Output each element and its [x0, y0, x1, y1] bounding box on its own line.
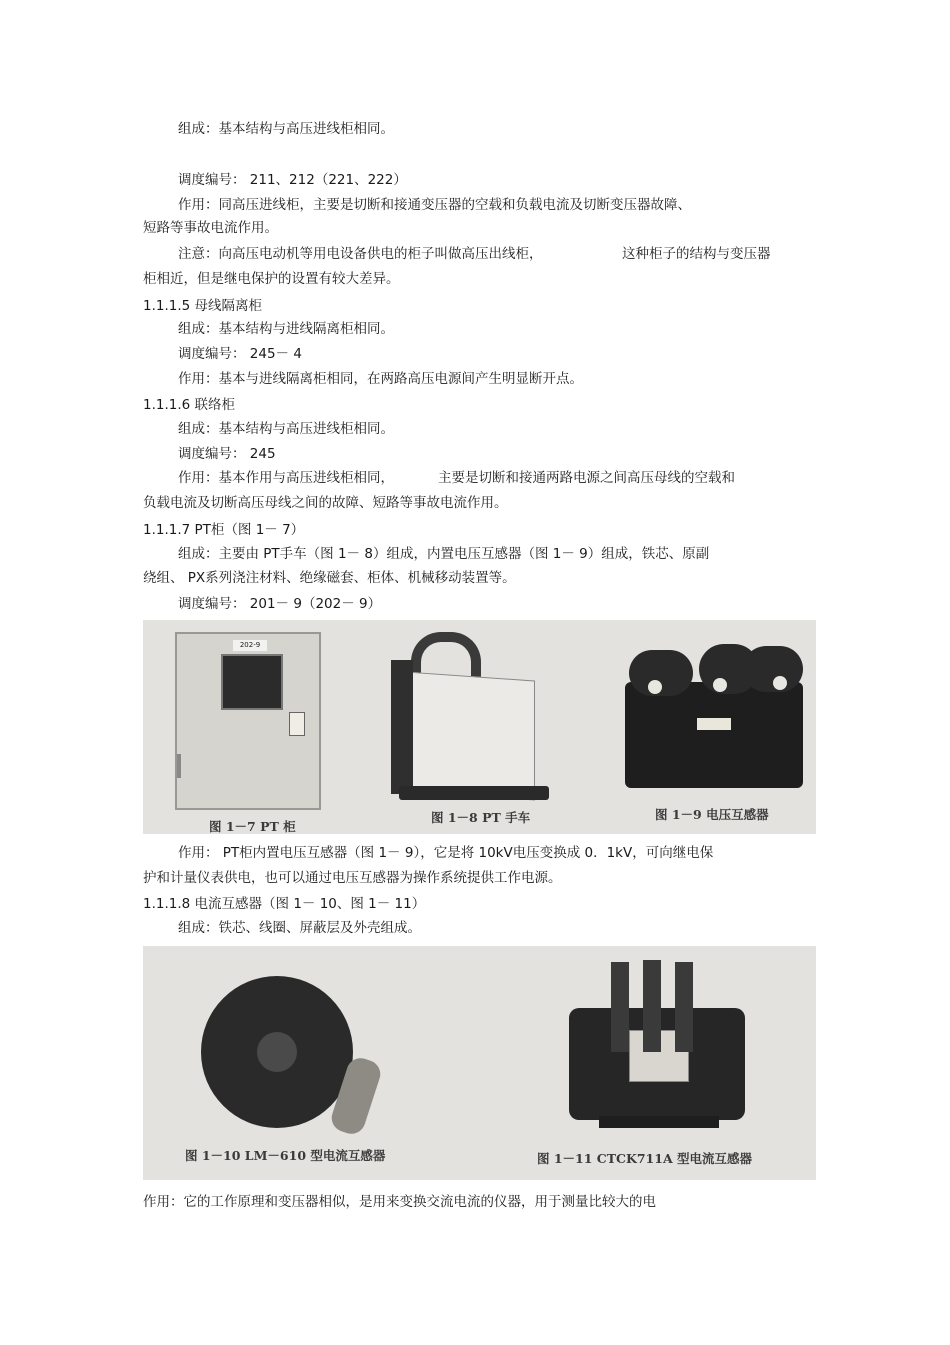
- text-line: 作用：基本作用与高压进线柜相同，: [178, 470, 394, 486]
- figure-pt-photos: [143, 620, 816, 834]
- lm610-ct-image: [201, 976, 353, 1128]
- text-line: 调度编号： 245－ 4: [178, 346, 302, 362]
- text-line: 组成：主要由 PT手车（图 1－ 8）组成，内置电压互感器（图 1－ 9）组成，铁芯、原副: [178, 546, 710, 562]
- section-heading: 1.1.1.7 PT柜（图 1－ 7）: [143, 522, 305, 538]
- cabinet-label: 202-9: [233, 640, 267, 651]
- figure-ct-photos: [143, 946, 816, 1180]
- figure-caption: 图 1－11 CTCK711A 型电流互感器: [537, 1151, 753, 1166]
- pt-cart-image: [405, 671, 535, 800]
- text-line: 这种柜子的结构与变压器: [622, 246, 771, 262]
- text-line: 柜相近，但是继电保护的设置有较大差异。: [143, 271, 400, 287]
- text-line: 组成：基本结构与高压进线柜相同。: [178, 121, 394, 137]
- text-line: 作用：基本与进线隔离柜相同，在两路高压电源间产生明显断开点。: [178, 371, 583, 387]
- section-heading: 1.1.1.6 联络柜: [143, 397, 236, 413]
- text-line: 短路等事故电流作用。: [143, 220, 278, 236]
- text-line: 作用：同高压进线柜，主要是切断和接通变压器的空载和负载电流及切断变压器故障、: [178, 197, 691, 213]
- figure-caption: 图 1－8 PT 手车: [431, 810, 531, 825]
- text-line: 绕组、 PX系列浇注材料、绝缘磁套、柜体、机械移动装置等。: [143, 570, 516, 586]
- text-line: 组成：铁芯、线圈、屏蔽层及外壳组成。: [178, 920, 421, 936]
- pt-cabinet-image: [175, 632, 321, 810]
- text-line: 作用： PT柜内置电压互感器（图 1－ 9），它是将 10kV电压变换成 0．1kV，可向继电保: [178, 845, 714, 861]
- section-heading: 1.1.1.5 母线隔离柜: [143, 298, 263, 314]
- figure-caption: 图 1－10 LM－610 型电流互感器: [185, 1148, 386, 1163]
- figure-caption: 图 1－9 电压互感器: [655, 807, 769, 822]
- voltage-transformer-image: [625, 682, 803, 788]
- text-line: 负载电流及切断高压母线之间的故障、短路等事故电流作用。: [143, 495, 508, 511]
- text-line: 调度编号： 211、212（221、222）: [178, 172, 407, 188]
- text-line: 作用：它的工作原理和变压器相似，是用来变换交流电流的仪器，用于测量比较大的电: [143, 1194, 656, 1210]
- text-line: 调度编号： 201－ 9（202－ 9）: [178, 596, 382, 612]
- figure-caption: 图 1－7 PT 柜: [209, 819, 296, 834]
- text-line: 调度编号： 245: [178, 446, 276, 462]
- section-heading: 1.1.1.8 电流互感器（图 1－ 10、图 1－ 11）: [143, 896, 426, 912]
- text-line: 护和计量仪表供电，也可以通过电压互感器为操作系统提供工作电源。: [143, 870, 562, 886]
- text-line: 组成：基本结构与进线隔离柜相同。: [178, 321, 394, 337]
- text-line: 主要是切断和接通两路电源之间高压母线的空载和: [438, 470, 735, 486]
- text-line: 注意：向高压电动机等用电设备供电的柜子叫做高压出线柜，: [178, 246, 543, 262]
- text-line: 组成：基本结构与高压进线柜相同。: [178, 421, 394, 437]
